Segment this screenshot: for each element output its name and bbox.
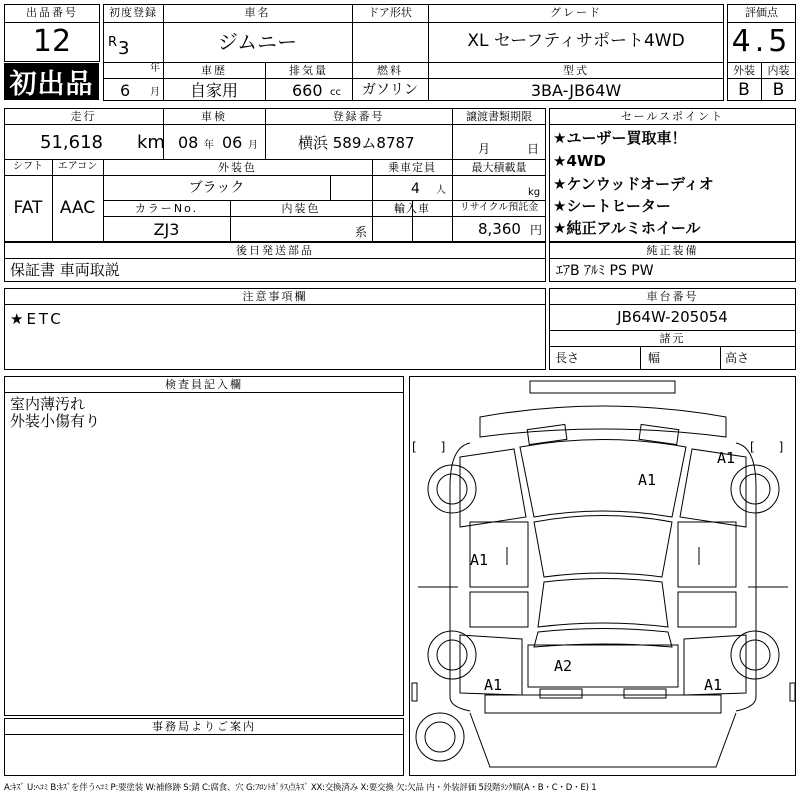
rear-right-hub: [740, 640, 770, 670]
left-bracket: [ ]: [412, 440, 446, 454]
history-value: 自家用: [189, 81, 238, 100]
capacity-label: 乗車定員: [388, 161, 436, 174]
car-name-value: ジムニー: [217, 30, 298, 54]
inspection-year-unit: 年: [204, 140, 214, 151]
sales-point-3: ★ケンウッドオーディオ: [553, 175, 714, 193]
rear-lamp-left: [540, 689, 582, 698]
color-no-label: カラーNo.: [134, 202, 199, 215]
registration-number-value: 横浜 589ム8787: [298, 134, 415, 152]
inspection-year: 08: [178, 133, 199, 152]
office-label: 事務局よりご案内: [152, 720, 256, 733]
import-label: 輸入車: [394, 202, 430, 215]
chassis-label: 車台番号: [646, 290, 699, 303]
accessories-label: 後日発送部品: [236, 244, 314, 257]
equipment-value: ｴｱB ｱﾙﾐ PS PW: [556, 263, 654, 279]
rear-left-hub: [437, 640, 467, 670]
inspection-month-unit: 月: [248, 140, 258, 151]
rear-window-shape: [534, 629, 672, 648]
capacity-value: 4: [411, 181, 420, 197]
first-registration-year: 3: [118, 38, 130, 59]
shift-label: シフト: [13, 161, 43, 172]
first-registration-label: 初度登録: [109, 6, 157, 19]
inspector-label: 検査員記入欄: [165, 378, 243, 391]
recycle-unit: 円: [530, 223, 543, 237]
spec-width-label: 幅: [648, 351, 661, 365]
legend-text: A:ｷｽﾞ U:ﾍｺﾐ B:ｷｽﾞを伴うﾍｺﾐ P:要塗装 W:補修跡 S:錆 C:腐食、穴 G:ﾌﾛﾝﾄｶﾞﾗｽ点ｷｽﾞ XX:交換済み X:要交換 欠:欠品 内・外装評価 5段階ﾗﾝｸ順(A・B・C・D・E) 1: [4, 783, 597, 793]
month-unit: 月: [150, 87, 160, 98]
interior-color-unit: 系: [355, 225, 368, 239]
history-label: 車歴: [201, 64, 227, 77]
fuel-value: ガソリン: [362, 82, 418, 98]
exterior-color-label: 外装色: [218, 161, 257, 174]
max-load-unit: kg: [528, 187, 541, 198]
mileage-unit: km: [137, 132, 165, 153]
rear-right-wheel: [731, 631, 779, 679]
transfer-deadline-label: 譲渡書類期限: [466, 110, 532, 123]
left-rear-side: [470, 592, 528, 627]
damage-mark-trunk: A2: [554, 657, 573, 675]
left-front-fender: [460, 449, 526, 527]
first-registration-era: R: [108, 35, 118, 50]
rear-lamp-right: [624, 689, 666, 698]
rear-lower-outline: [470, 713, 736, 767]
body-sides: [450, 443, 756, 711]
inspection-label: 車検: [201, 110, 227, 123]
spare-tire: [416, 713, 464, 761]
aircon-value: AAC: [59, 198, 96, 218]
interior-grade-value: B: [772, 80, 785, 100]
first-registration-month: 6: [120, 81, 131, 100]
exterior-color-value: ブラック: [188, 180, 245, 196]
sales-points-label: セールスポイント: [620, 110, 724, 123]
front-left-hub: [437, 474, 467, 504]
right-front-fender: [680, 449, 746, 527]
windshield-shape: [534, 516, 672, 578]
damage-mark-rear-right: A1: [704, 676, 723, 694]
equipment-label: 純正装備: [646, 244, 699, 257]
score-label: 評価点: [745, 6, 778, 19]
exterior-grade-value: B: [738, 80, 750, 100]
aircon-label: エアコン: [57, 161, 98, 172]
sales-point-1: ★ユーザー買取車！: [553, 129, 687, 147]
front-right-hub: [740, 474, 770, 504]
recycle-value: 8,360: [478, 220, 521, 238]
car-name-label: 車名: [244, 6, 271, 19]
rear-left-wheel: [428, 631, 476, 679]
transfer-month-unit: 月: [478, 142, 491, 156]
front-left-wheel: [428, 465, 476, 513]
max-load-label: 最大積載量: [471, 161, 527, 174]
interior-color-label: 内装色: [281, 202, 321, 215]
damage-diagram: [409, 376, 796, 776]
mileage-label: 走行: [70, 110, 97, 123]
front-bumper-shape: [530, 381, 675, 393]
transfer-day-unit: 日: [527, 142, 540, 156]
registration-number-label: 登録番号: [332, 110, 385, 123]
notes-label: 注意事項欄: [242, 290, 308, 303]
trunk-shape: [528, 645, 678, 687]
model-code-label: 型式: [563, 64, 589, 77]
displacement-value: 660: [292, 81, 323, 100]
first-listing-badge: 初出品: [4, 63, 99, 100]
spec-height-label: 高さ: [725, 351, 750, 365]
interior-grade-label: 内装: [767, 64, 790, 77]
lot-label: 出品番号: [26, 6, 78, 19]
lot-number: 12: [32, 24, 72, 59]
right-rear-side: [678, 592, 736, 627]
door-type-label: ドア形状: [368, 6, 412, 19]
hood-shape: [520, 440, 686, 518]
specs-label: 諸元: [659, 332, 686, 345]
left-marker: [412, 683, 417, 701]
inspection-month: 06: [222, 133, 243, 152]
sales-point-2: ★4WD: [553, 152, 606, 170]
front-bumper-outline: [480, 406, 726, 437]
score-value: 4.5: [731, 24, 792, 59]
roof-shape: [538, 579, 668, 628]
displacement-unit: cc: [330, 87, 341, 98]
damage-mark-hood: A1: [638, 471, 657, 489]
sales-point-5: ★純正アルミホイール: [553, 219, 701, 237]
inspector-line-1: 室内薄汚れ: [10, 395, 86, 413]
grade-value: XL セーフティサポート4WD: [467, 31, 685, 51]
sales-point-4: ★シートヒーター: [553, 197, 671, 215]
rear-bumper-shape: [485, 695, 721, 713]
damage-mark-front-right: A1: [717, 449, 736, 467]
displacement-label: 排気量: [289, 64, 328, 77]
damage-mark-rear-left: A1: [484, 676, 503, 694]
right-marker: [790, 683, 795, 701]
inspector-line-2: 外装小傷有り: [10, 412, 101, 430]
shift-value: FAT: [13, 198, 43, 218]
year-unit: 年: [150, 63, 160, 74]
spec-length-label: 長さ: [555, 351, 580, 365]
capacity-unit: 人: [436, 185, 446, 196]
color-no-value: ZJ3: [153, 220, 180, 239]
notes-value: ★ETC: [10, 310, 64, 328]
accessories-value: 保証書 車両取説: [10, 261, 120, 279]
exterior-grade-label: 外装: [733, 64, 755, 77]
right-bracket: [ ]: [750, 440, 784, 454]
recycle-label: リサイクル預託金: [459, 202, 539, 213]
fuel-label: 燃料: [377, 64, 403, 77]
grade-label: グレード: [550, 6, 602, 19]
spare-tire-hub: [425, 722, 455, 752]
chassis-value: JB64W-205054: [617, 308, 728, 326]
car-outline-diagram: [410, 377, 797, 777]
damage-mark-left-door: A1: [470, 551, 489, 569]
mileage-value: 51,618: [40, 132, 103, 153]
model-code-value: 3BA-JB64W: [530, 81, 622, 100]
right-front-door: [678, 522, 736, 587]
